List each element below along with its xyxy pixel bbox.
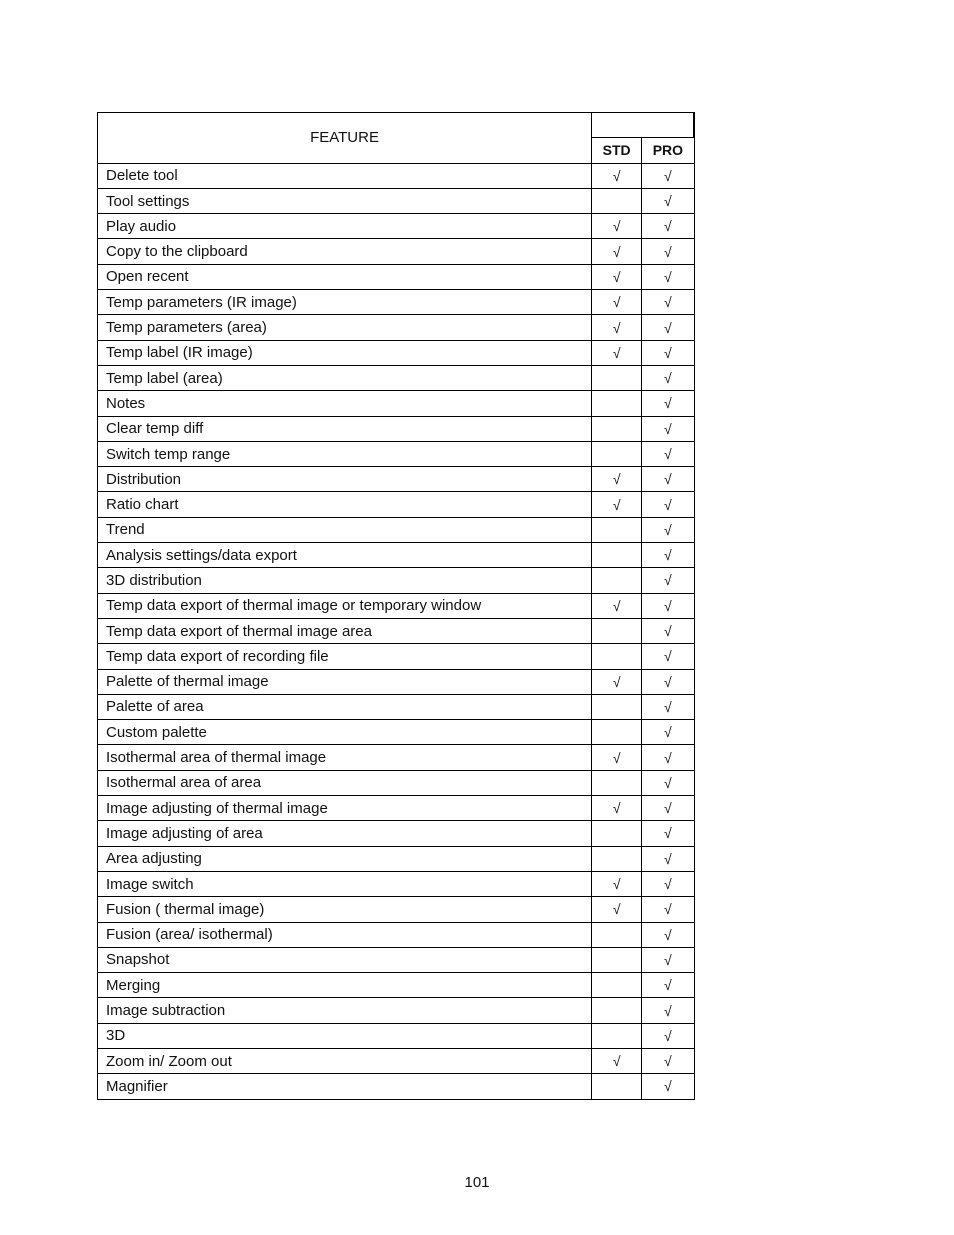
pro-check-cell: √: [642, 669, 694, 694]
table-row: [98, 846, 695, 871]
table-row: [98, 543, 695, 568]
feature-name-cell: Palette of area: [98, 694, 592, 719]
table-row: [98, 568, 695, 593]
feature-name-cell: Isothermal area of area: [98, 770, 592, 795]
std-check-cell: √: [592, 669, 642, 694]
pro-check-cell: √: [642, 720, 694, 745]
std-check-cell: [592, 998, 642, 1023]
pro-check-cell: √: [642, 441, 694, 466]
feature-name-cell: Distribution: [98, 467, 592, 492]
table-row: [98, 315, 695, 340]
pro-check-cell: √: [642, 543, 694, 568]
std-check-cell: [592, 770, 642, 795]
std-check-cell: [592, 188, 642, 213]
pro-check-cell: √: [642, 290, 694, 315]
pro-check-cell: √: [642, 821, 694, 846]
table-row: [98, 897, 695, 922]
feature-column-header: FEATURE: [98, 113, 592, 164]
std-check-cell: [592, 720, 642, 745]
pro-check-cell: √: [642, 188, 694, 213]
pro-check-cell: √: [642, 644, 694, 669]
feature-name-cell: Notes: [98, 391, 592, 416]
pro-check-cell: √: [642, 947, 694, 972]
table-row: [98, 947, 695, 972]
feature-name-cell: Merging: [98, 973, 592, 998]
std-check-cell: [592, 391, 642, 416]
pro-check-cell: √: [642, 1048, 694, 1073]
feature-name-cell: Fusion (area/ isothermal): [98, 922, 592, 947]
pro-check-cell: √: [642, 391, 694, 416]
std-check-cell: [592, 821, 642, 846]
feature-name-cell: Area adjusting: [98, 846, 592, 871]
feature-name-cell: Ratio chart: [98, 492, 592, 517]
table-row: [98, 720, 695, 745]
feature-name-cell: Temp data export of thermal image area: [98, 618, 592, 643]
table-row: [98, 593, 695, 618]
pro-check-cell: √: [642, 973, 694, 998]
pro-check-cell: √: [642, 618, 694, 643]
std-check-cell: [592, 973, 642, 998]
std-check-cell: [592, 543, 642, 568]
table-row: [98, 416, 695, 441]
feature-name-cell: Fusion ( thermal image): [98, 897, 592, 922]
header-row-top: [98, 113, 695, 138]
std-check-cell: √: [592, 214, 642, 239]
feature-name-cell: Isothermal area of thermal image: [98, 745, 592, 770]
feature-name-cell: Image adjusting of area: [98, 821, 592, 846]
std-check-cell: [592, 947, 642, 972]
feature-name-cell: Temp data export of thermal image or temporary window: [98, 593, 592, 618]
std-check-cell: [592, 517, 642, 542]
table-row: [98, 391, 695, 416]
page-number: 101: [464, 1174, 490, 1191]
table-row: [98, 796, 695, 821]
pro-check-cell: √: [642, 796, 694, 821]
std-check-cell: √: [592, 290, 642, 315]
table-row: [98, 340, 695, 365]
pro-check-cell: √: [642, 922, 694, 947]
table-row: [98, 214, 695, 239]
table-row: [98, 290, 695, 315]
pro-check-cell: √: [642, 467, 694, 492]
table-row: [98, 163, 695, 188]
table-row: [98, 188, 695, 213]
std-check-cell: [592, 1023, 642, 1048]
feature-name-cell: Analysis settings/data export: [98, 543, 592, 568]
std-check-cell: [592, 441, 642, 466]
std-check-cell: √: [592, 467, 642, 492]
feature-name-cell: Play audio: [98, 214, 592, 239]
std-check-cell: √: [592, 796, 642, 821]
feature-comparison-table-wrapper: [97, 112, 697, 1100]
pro-check-cell: √: [642, 745, 694, 770]
table-row: [98, 821, 695, 846]
pro-check-cell: √: [642, 871, 694, 896]
pro-check-cell: √: [642, 593, 694, 618]
pro-check-cell: √: [642, 846, 694, 871]
pro-check-cell: √: [642, 517, 694, 542]
pro-check-cell: √: [642, 239, 694, 264]
table-row: [98, 745, 695, 770]
table-row: [98, 618, 695, 643]
pro-column-header: PRO: [642, 138, 694, 163]
feature-name-cell: Magnifier: [98, 1074, 592, 1099]
feature-name-cell: Image switch: [98, 871, 592, 896]
std-check-cell: √: [592, 340, 642, 365]
table-row: [98, 770, 695, 795]
feature-name-cell: Switch temp range: [98, 441, 592, 466]
table-row: [98, 441, 695, 466]
table-row: [98, 264, 695, 289]
table-row: [98, 669, 695, 694]
feature-name-cell: Temp label (IR image): [98, 340, 592, 365]
feature-name-cell: Delete tool: [98, 163, 592, 188]
table-row: [98, 467, 695, 492]
feature-name-cell: Temp parameters (area): [98, 315, 592, 340]
feature-name-cell: Temp label (area): [98, 365, 592, 390]
feature-name-cell: Clear temp diff: [98, 416, 592, 441]
std-check-cell: [592, 846, 642, 871]
pro-check-cell: √: [642, 264, 694, 289]
pro-check-cell: √: [642, 416, 694, 441]
std-check-cell: [592, 568, 642, 593]
table-row: [98, 871, 695, 896]
std-check-cell: [592, 1074, 642, 1099]
feature-name-cell: Palette of thermal image: [98, 669, 592, 694]
std-check-cell: √: [592, 163, 642, 188]
std-check-cell: √: [592, 239, 642, 264]
feature-name-cell: Temp data export of recording file: [98, 644, 592, 669]
std-check-cell: [592, 644, 642, 669]
std-check-cell: √: [592, 593, 642, 618]
std-check-cell: [592, 694, 642, 719]
pro-check-cell: √: [642, 340, 694, 365]
std-check-cell: [592, 922, 642, 947]
std-check-cell: [592, 365, 642, 390]
table-row: [98, 694, 695, 719]
feature-name-cell: Image subtraction: [98, 998, 592, 1023]
table-row: [98, 973, 695, 998]
feature-name-cell: Zoom in/ Zoom out: [98, 1048, 592, 1073]
feature-name-cell: Custom palette: [98, 720, 592, 745]
table-row: [98, 1074, 695, 1099]
table-row: [98, 365, 695, 390]
table-row: [98, 1048, 695, 1073]
std-check-cell: √: [592, 871, 642, 896]
pro-check-cell: √: [642, 1023, 694, 1048]
feature-name-cell: Image adjusting of thermal image: [98, 796, 592, 821]
pro-check-cell: √: [642, 214, 694, 239]
pro-check-cell: √: [642, 770, 694, 795]
feature-name-cell: 3D distribution: [98, 568, 592, 593]
feature-name-cell: 3D: [98, 1023, 592, 1048]
std-check-cell: √: [592, 492, 642, 517]
std-check-cell: √: [592, 897, 642, 922]
feature-name-cell: Copy to the clipboard: [98, 239, 592, 264]
feature-comparison-table: [97, 112, 695, 1100]
feature-name-cell: Tool settings: [98, 188, 592, 213]
feature-name-cell: Open recent: [98, 264, 592, 289]
std-check-cell: √: [592, 264, 642, 289]
pro-check-cell: √: [642, 568, 694, 593]
pro-check-cell: √: [642, 998, 694, 1023]
std-column-header: STD: [592, 138, 642, 163]
pro-check-cell: √: [642, 1074, 694, 1099]
std-check-cell: [592, 618, 642, 643]
feature-name-cell: Snapshot: [98, 947, 592, 972]
table-row: [98, 1023, 695, 1048]
std-check-cell: √: [592, 1048, 642, 1073]
std-check-cell: [592, 416, 642, 441]
pro-check-cell: √: [642, 897, 694, 922]
table-row: [98, 239, 695, 264]
std-check-cell: √: [592, 745, 642, 770]
pro-check-cell: √: [642, 163, 694, 188]
table-row: [98, 644, 695, 669]
feature-name-cell: Trend: [98, 517, 592, 542]
pro-check-cell: √: [642, 694, 694, 719]
feature-name-cell: Temp parameters (IR image): [98, 290, 592, 315]
pro-check-cell: √: [642, 315, 694, 340]
table-body: [98, 113, 695, 1100]
table-row: [98, 517, 695, 542]
edition-header-blank: [592, 113, 694, 138]
table-row: [98, 998, 695, 1023]
std-check-cell: √: [592, 315, 642, 340]
pro-check-cell: √: [642, 365, 694, 390]
table-row: [98, 492, 695, 517]
pro-check-cell: √: [642, 492, 694, 517]
table-row: [98, 922, 695, 947]
